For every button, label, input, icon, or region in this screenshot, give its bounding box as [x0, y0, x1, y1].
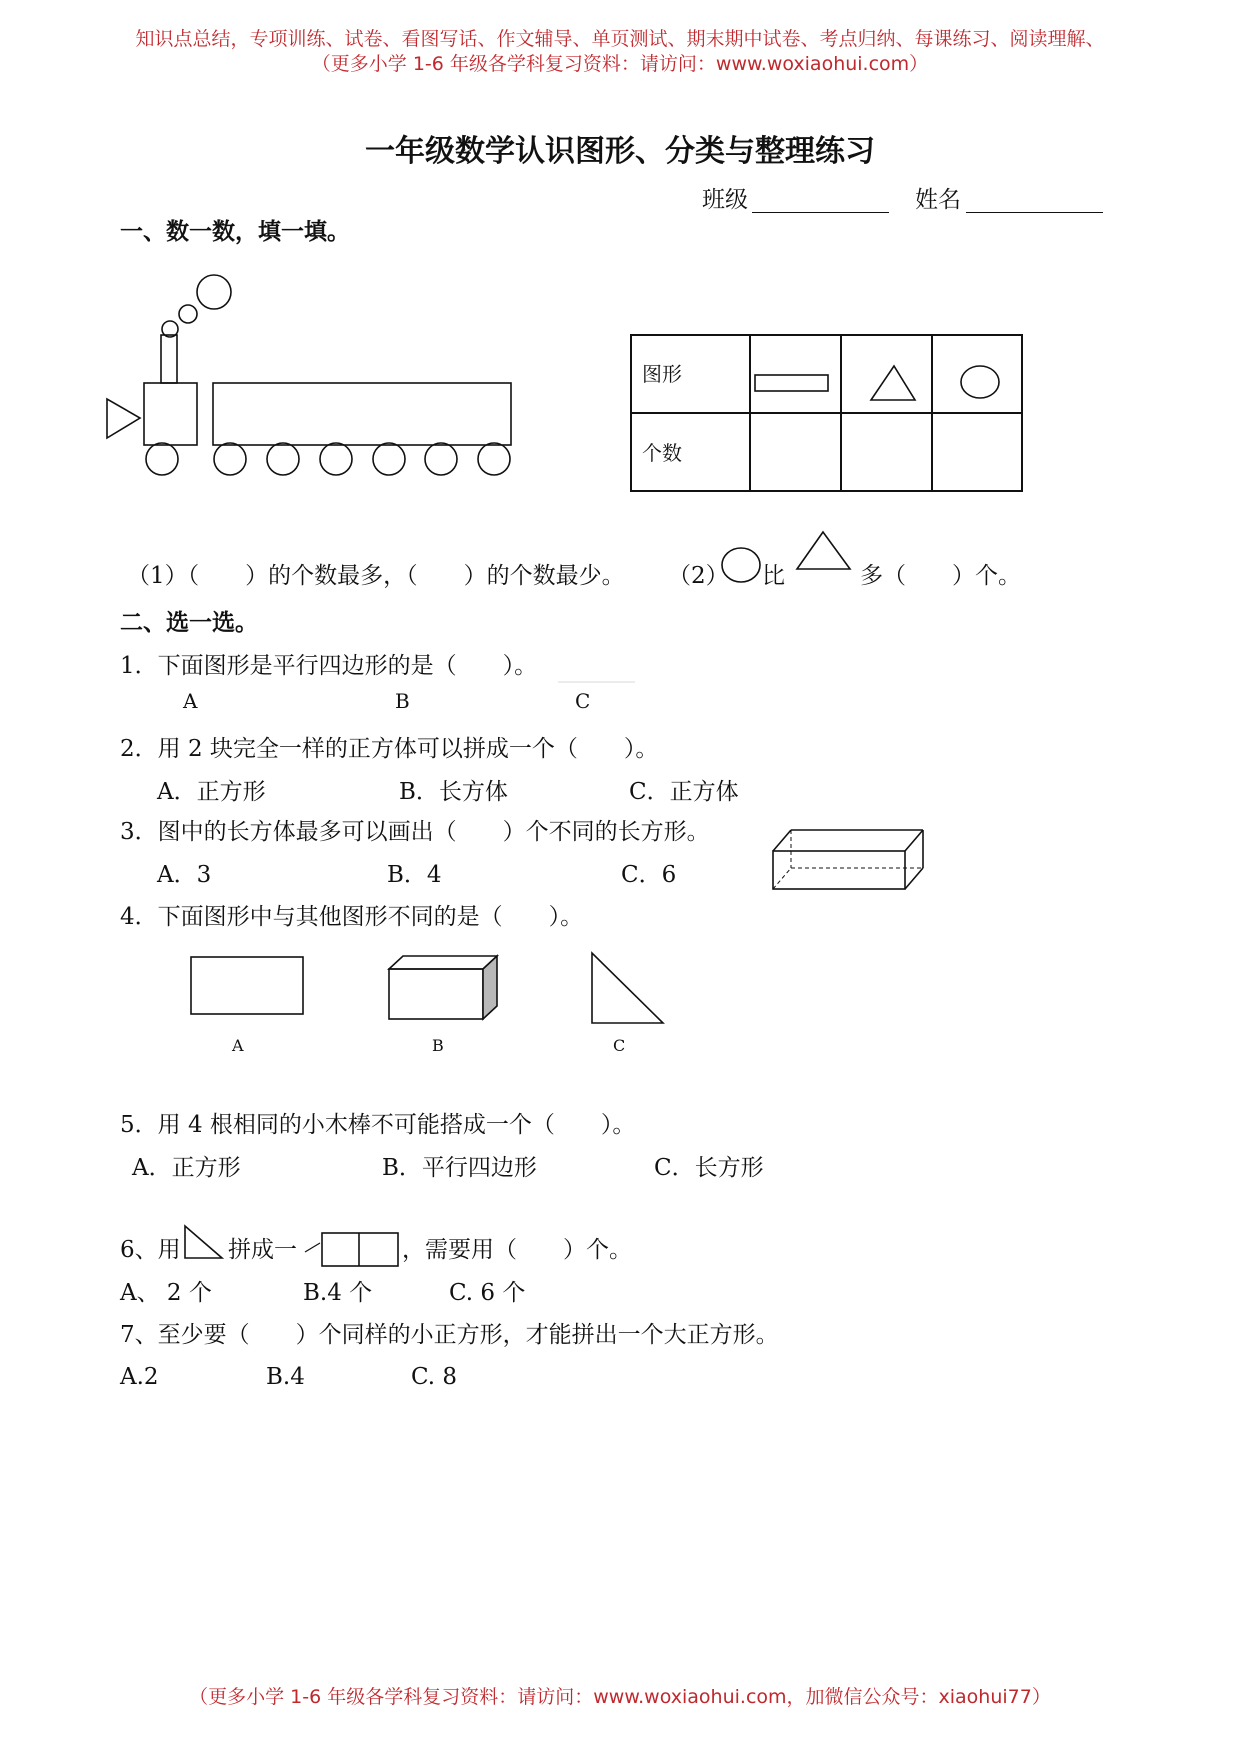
cuboid-edge — [905, 830, 923, 851]
section1-question-2-compare: 比 — [762, 563, 785, 589]
cuboid-edge — [905, 868, 923, 889]
question-3-text: 3．图中的长方体最多可以画出（ ）个不同的长方形。 — [120, 819, 710, 845]
cuboid-hidden-edge — [773, 868, 791, 889]
triangle-icon — [797, 532, 850, 569]
circle-icon — [961, 366, 999, 398]
class-blank — [752, 185, 889, 213]
smoke-circle-large — [197, 275, 231, 309]
box-side-face — [483, 956, 497, 1019]
section1-heading: 一、数一数，填一填。 — [120, 218, 350, 245]
cuboid-edge — [773, 830, 791, 851]
question-7-option-b: B.4 — [266, 1364, 305, 1390]
question-4-label-a: A — [232, 1036, 244, 1055]
question-5-text: 5．用 4 根相同的小木棒不可能搭成一个（ ）。 — [120, 1112, 636, 1138]
question-3-option-a: A．3 — [157, 862, 212, 888]
rectangle-outline — [322, 1233, 398, 1266]
question-2-option-a: A．正方形 — [157, 779, 266, 805]
question-6-text-end: ，需要用（ ）个。 — [402, 1237, 632, 1263]
footer-text: （更多小学 1-6 年级各学科复习资料：请访问：www.woxiaohui.com，加微信公众号：xiaohui77） — [189, 1686, 1051, 1708]
question-1-option-a: A — [183, 689, 198, 713]
box-shape-b — [389, 956, 497, 1019]
table-label-shape: 图形 — [642, 362, 682, 386]
table-border — [631, 335, 1022, 491]
right-triangle-icon — [185, 1226, 222, 1258]
name-label: 姓名 — [915, 187, 961, 213]
question-4-label-b: B — [432, 1036, 444, 1055]
train-wheel-circle — [478, 443, 510, 475]
train-body-rectangle — [213, 383, 511, 445]
name-blank — [966, 185, 1103, 213]
smoke-circle-medium — [179, 305, 197, 323]
class-label: 班级 — [702, 187, 748, 213]
question-4-text: 4．下面图形中与其他图形不同的是（ ）。 — [120, 904, 584, 930]
section1-question-2-prefix: （2） — [668, 563, 729, 589]
question-6-option-b: B.4 个 — [303, 1280, 373, 1306]
question-6-text-start: 6、用 — [120, 1237, 181, 1263]
section2-heading: 二、选一选。 — [120, 609, 258, 636]
table-label-count: 个数 — [642, 441, 682, 465]
cuboid-front-face — [773, 851, 905, 889]
train-wheel-circle — [146, 443, 178, 475]
question-6-option-a: A、 2 个 — [120, 1280, 212, 1306]
train-wheel-circle — [425, 443, 457, 475]
header-line-1: 知识点总结，专项训练、试卷、看图写话、作文辅导、单页测试、期末期中试卷、考点归纳、每课练习、阅读理解、 — [135, 28, 1105, 50]
question-1-option-c: C — [575, 689, 591, 713]
train-wheel-circle — [320, 443, 352, 475]
question-7-option-a: A.2 — [120, 1364, 159, 1390]
train-chimney-rectangle — [161, 335, 177, 383]
partial-stroke — [305, 1243, 320, 1252]
question-2-text: 2．用 2 块完全一样的正方体可以拼成一个（ ）。 — [120, 736, 659, 762]
question-5-option-c: C．长方形 — [654, 1155, 764, 1181]
count-table — [631, 335, 1022, 491]
cuboid-figure — [773, 830, 923, 889]
section1-question-2-suffix: 多（ ）个。 — [860, 563, 1021, 589]
page-title: 一年级数学认识图形、分类与整理练习 — [365, 134, 875, 169]
box-top-face — [389, 956, 497, 969]
question-7-text: 7、至少要（ ）个同样的小正方形，才能拼出一个大正方形。 — [120, 1322, 779, 1348]
question-1-option-b: B — [395, 689, 410, 713]
question-5-option-b: B．平行四边形 — [382, 1155, 537, 1181]
train-wheel-circle — [267, 443, 299, 475]
triangle-icon — [871, 366, 915, 400]
question-3-option-b: B．4 — [387, 862, 442, 888]
question-1-text: 1．下面图形是平行四边形的是（ ）。 — [120, 653, 538, 679]
box-front-face — [389, 969, 483, 1019]
question-2-option-c: C．正方体 — [629, 779, 739, 805]
train-wheel-circle — [214, 443, 246, 475]
train-front-triangle — [107, 399, 140, 438]
smoke-circle-small — [162, 321, 178, 337]
question-7-option-c: C. 8 — [411, 1364, 458, 1390]
rectangle-shape-a — [191, 957, 303, 1014]
train-cab-square — [144, 383, 197, 445]
question-6-option-c: C. 6 个 — [449, 1280, 526, 1306]
train-wheel-circle — [373, 443, 405, 475]
header-line-2: （更多小学 1-6 年级各学科复习资料：请访问：www.woxiaohui.com） — [311, 53, 929, 75]
train-figure — [107, 275, 511, 475]
right-triangle-shape-c — [592, 953, 663, 1023]
rectangle-icon — [755, 375, 828, 391]
section1-question-1: （1）（ ）的个数最多，（ ）的个数最少。 — [127, 563, 625, 589]
question-5-option-a: A．正方形 — [132, 1155, 241, 1181]
question-3-option-c: C．6 — [621, 862, 677, 888]
question-2-option-b: B．长方体 — [399, 779, 508, 805]
question-4-label-c: C — [613, 1036, 626, 1055]
question-6-text-middle: 拼成一 — [228, 1237, 297, 1263]
double-rectangle-icon — [322, 1233, 398, 1266]
